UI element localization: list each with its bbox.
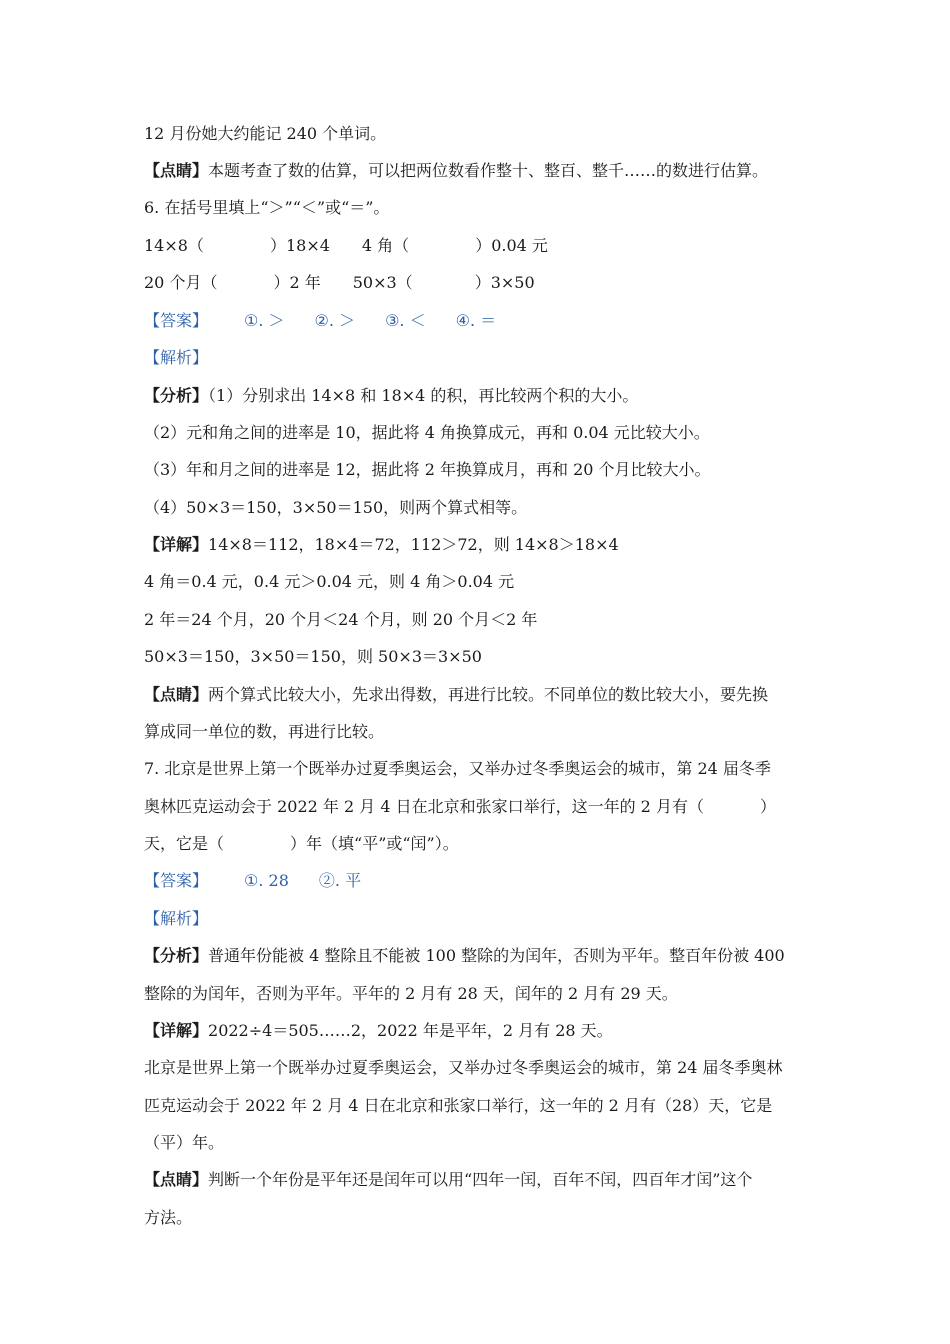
question-6-row-1 xyxy=(144,235,814,257)
answer-line xyxy=(144,870,814,892)
jiexi-label: 【解析】 xyxy=(144,348,209,367)
question-text: ）年（填“平”或“闰”）。 xyxy=(290,834,459,853)
fenxi-line: （4）50×3＝150，3×50＝150，则两个算式相等。 xyxy=(144,498,528,517)
fenxi-text: 普通年份能被 4 整除且不能被 100 整除的为闰年，否则为平年。整百年份被 400 xyxy=(208,946,785,965)
question-6-row-2 xyxy=(144,272,814,294)
dianjing-line: 算成同一单位的数，再进行比较。 xyxy=(144,722,385,741)
xiangjie-line xyxy=(144,1020,814,1042)
question-text: 奥林匹克运动会于 2022 年 2 月 4 日在北京和张家口举行，这一年的 2 月有（ xyxy=(144,797,704,816)
xiangjie-label: 【详解】 xyxy=(144,1021,209,1040)
fenxi-label: 【分析】 xyxy=(144,946,209,965)
question-7-line xyxy=(144,796,814,818)
fenxi-line: （3）年和月之间的进率是 12，据此将 2 年换算成月，再和 20 个月比较大小。 xyxy=(144,460,711,479)
dianjing-text: 判断一个年份是平年还是闰年可以用“四年一闰，百年不闰，四百年才闰”这个 xyxy=(208,1170,753,1189)
fenxi-line xyxy=(144,945,814,967)
paragraph-line: 12 月份她大约能记 240 个单词。 xyxy=(144,124,387,143)
xiangjie-line: 北京是世界上第一个既举办过夏季奥运会，又举办过冬季奥运会的城市，第 24 届冬季奥林 xyxy=(144,1058,783,1077)
dianjing-line xyxy=(144,160,814,182)
dianjing-label: 【点睛】 xyxy=(144,685,209,704)
answer-label: 【答案】 xyxy=(144,871,209,890)
expr: 14×8（ xyxy=(144,236,204,255)
expr: 20 个月（ xyxy=(144,273,218,292)
fenxi-line: （2）元和角之间的进率是 10，据此将 4 角换算成元，再和 0.04 元比较大小。 xyxy=(144,423,710,442)
answer-item: ④. ＝ xyxy=(455,311,497,330)
expr: ）2 年 xyxy=(273,273,321,292)
question-text: ） xyxy=(759,797,776,816)
xiangjie-text: 14×8＝112，18×4＝72，112＞72，则 14×8＞18×4 xyxy=(208,535,619,554)
xiangjie-line: 匹克运动会于 2022 年 2 月 4 日在北京和张家口举行，这一年的 2 月有（28）天，它是 xyxy=(144,1096,773,1115)
xiangjie-line: 2 年＝24 个月，20 个月＜24 个月，则 20 个月＜2 年 xyxy=(144,610,538,629)
dianjing-line xyxy=(144,684,814,706)
fenxi-text: （1）分别求出 14×8 和 18×4 的积，再比较两个积的大小。 xyxy=(208,386,639,405)
xiangjie-label: 【详解】 xyxy=(144,535,209,554)
dianjing-line xyxy=(144,1169,814,1191)
answer-item: ①. 28 xyxy=(244,871,289,890)
expr: ）0.04 元 xyxy=(475,236,548,255)
dianjing-label: 【点睛】 xyxy=(144,1170,209,1189)
expr: 4 角（ xyxy=(361,236,410,255)
xiangjie-line: （平）年。 xyxy=(144,1133,225,1152)
question-7-line: 7. 北京是世界上第一个既举办过夏季奥运会，又举办过冬季奥运会的城市，第 24 届冬季 xyxy=(144,759,771,778)
fenxi-line: 整除的为闰年，否则为平年。平年的 2 月有 28 天，闰年的 2 月有 29 天。 xyxy=(144,984,678,1003)
question-6-title: 6. 在括号里填上“＞”“＜”或“＝”。 xyxy=(144,198,390,217)
xiangjie-text: 2022÷4＝505……2，2022 年是平年，2 月有 28 天。 xyxy=(208,1021,613,1040)
expr: ）3×50 xyxy=(474,273,535,292)
xiangjie-line xyxy=(144,534,814,556)
fenxi-line xyxy=(144,385,814,407)
answer-label: 【答案】 xyxy=(144,311,209,330)
question-7-line xyxy=(144,833,814,855)
answer-item: ②. 平 xyxy=(318,871,362,890)
dianjing-label: 【点睛】 xyxy=(144,161,209,180)
expr: ）18×4 xyxy=(269,236,330,255)
dianjing-text: 本题考查了数的估算，可以把两位数看作整十、整百、整千……的数进行估算。 xyxy=(208,161,769,180)
answer-item: ③. ＜ xyxy=(385,311,426,330)
dianjing-line: 方法。 xyxy=(144,1208,193,1227)
dianjing-text: 两个算式比较大小，先求出得数，再进行比较。不同单位的数比较大小，要先换 xyxy=(208,685,769,704)
question-text: 天，它是（ xyxy=(144,834,225,853)
answer-line xyxy=(144,310,814,332)
xiangjie-line: 4 角＝0.4 元，0.4 元＞0.04 元，则 4 角＞0.04 元 xyxy=(144,572,515,591)
expr: 50×3（ xyxy=(352,273,413,292)
jiexi-label: 【解析】 xyxy=(144,909,209,928)
xiangjie-line: 50×3＝150，3×50＝150，则 50×3＝3×50 xyxy=(144,647,482,666)
answer-item: ①. ＞ xyxy=(244,311,285,330)
answer-item: ②. ＞ xyxy=(314,311,356,330)
fenxi-label: 【分析】 xyxy=(144,386,209,405)
